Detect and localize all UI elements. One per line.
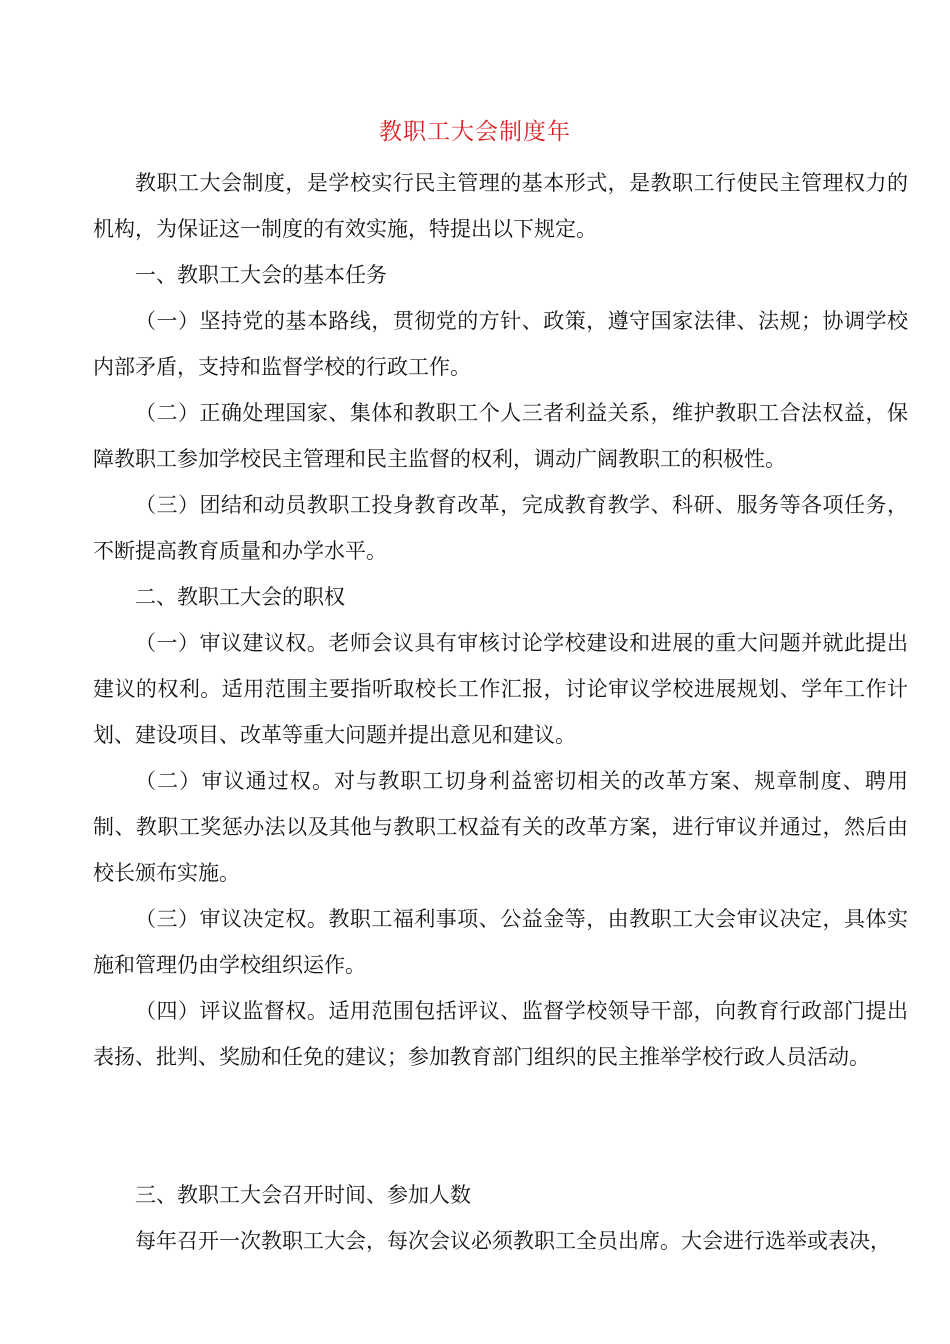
section-1-item-3: （三）团结和动员教职工投身教育改革，完成教育教学、科研、服务等各项任务，不断提高教育质量和办学水平。 — [93, 493, 908, 563]
section-heading-2: 二、教职工大会的职权 — [135, 585, 345, 609]
section-1-item-1: （一）坚持党的基本路线，贯彻党的方针、政策，遵守国家法律、法规；协调学校内部矛盾，支持和监督学校的行政工作。 — [93, 309, 908, 379]
document-title: 教职工大会制度年 — [379, 119, 571, 145]
document-body — [93, 160, 908, 1264]
section-1-item-2: （二）正确处理国家、集体和教职工个人三者利益关系，维护教职工合法权益，保障教职工参加学校民主管理和民主监督的权利，调动广阔教职工的积极性。 — [93, 401, 908, 471]
section-heading-1: 一、教职工大会的基本任务 — [135, 263, 387, 287]
section-2-item-2: （二）审议通过权。对与教职工切身利益密切相关的改革方案、规章制度、聘用制、教职工奖惩办法以及其他与教职工权益有关的改革方案，进行审议并通过，然后由校长颁布实施。 — [93, 769, 908, 885]
intro-paragraph: 教职工大会制度，是学校实行民主管理的基本形式，是教职工行使民主管理权力的机构，为保证这一制度的有效实施，特提出以下规定。 — [93, 171, 908, 241]
section-2-item-4: （四）评议监督权。适用范围包括评议、监督学校领导干部，向教育行政部门提出表扬、批判、奖励和任免的建议；参加教育部门组织的民主推举学校行政人员活动。 — [93, 999, 908, 1069]
section-2-item-3: （三）审议决定权。教职工福利事项、公益金等，由教职工大会审议决定，具体实施和管理仍由学校组织运作。 — [93, 907, 908, 977]
section-2-item-1: （一）审议建议权。老师会议具有审核讨论学校建设和进展的重大问题并就此提出建议的权利。适用范围主要指听取校长工作汇报，讨论审议学校进展规划、学年工作计划、建设项目、改革等重大问题并提出意见和建议。 — [93, 631, 908, 747]
blank-space — [93, 1080, 908, 1172]
section-heading-3: 三、教职工大会召开时间、参加人数 — [135, 1183, 471, 1207]
section-3-paragraph: 每年召开一次教职工大会，每次会议必须教职工全员出席。大会进行选举或表决， — [135, 1229, 891, 1253]
